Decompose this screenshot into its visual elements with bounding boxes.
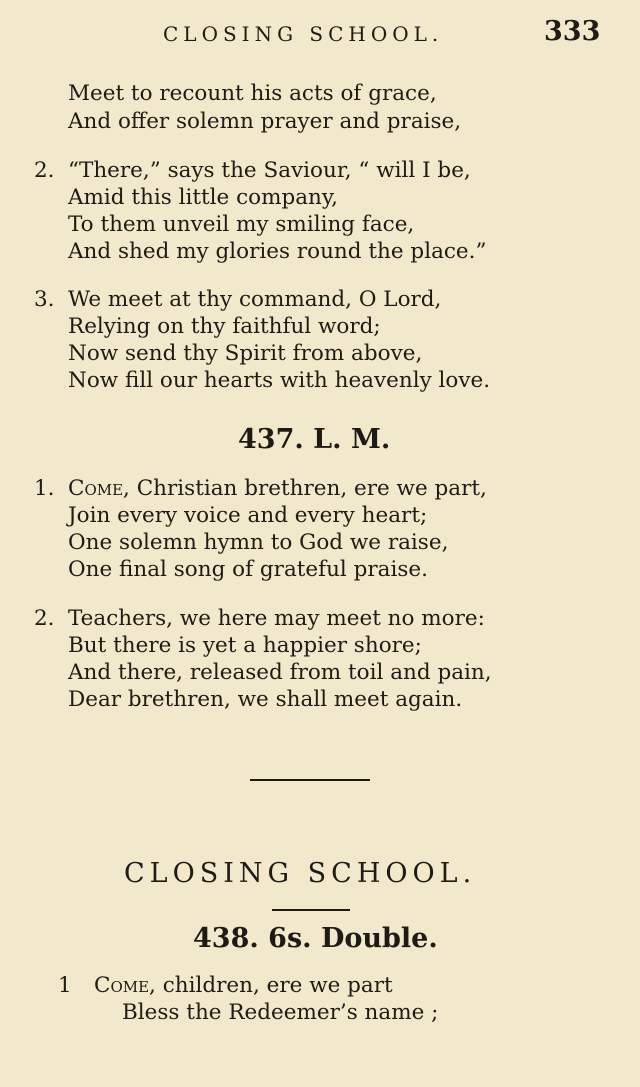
- verse-line: We meet at thy command, O Lord,: [68, 287, 442, 312]
- verse-line: Now send thy Spirit from above,: [68, 341, 423, 366]
- verse-line: Meet to recount his acts of grace,: [68, 81, 437, 106]
- verse-line: Now fill our hearts with heavenly love.: [68, 368, 491, 393]
- running-header: CLOSING SCHOOL.: [163, 22, 444, 46]
- verse-line: Teachers, we here may meet no more:: [68, 606, 485, 631]
- verse-first-word: Come,: [94, 973, 156, 998]
- verse-number: 3.: [34, 287, 55, 312]
- verse-first-word: Come,: [68, 476, 130, 501]
- title-underline: [272, 909, 350, 911]
- verse-line: And offer solemn prayer and praise,: [68, 109, 462, 134]
- section-title: CLOSING SCHOOL.: [124, 858, 477, 889]
- page-number: 333: [544, 16, 601, 47]
- verse-line-rest: children, ere we part: [155, 973, 393, 998]
- verse-line: And there, released from toil and pain,: [68, 660, 492, 685]
- verse-line: One final song of grateful praise.: [68, 557, 428, 582]
- verse-line: To them unveil my smiling face,: [68, 212, 415, 237]
- verse-line: Bless the Redeemer’s name ;: [122, 1000, 439, 1025]
- verse-line: Relying on thy faithful word;: [68, 314, 381, 339]
- verse-number: 2.: [34, 606, 55, 631]
- verse-number: 1.: [34, 476, 55, 501]
- verse-line: But there is yet a happier shore;: [68, 633, 422, 658]
- verse-number: 1: [58, 973, 72, 998]
- verse-line: [68, 475, 487, 503]
- hymn-heading: 438. 6s. Double.: [193, 923, 438, 954]
- section-divider: [250, 779, 370, 781]
- verse-number: 2.: [34, 158, 55, 183]
- verse-line: Join every voice and every heart;: [68, 503, 428, 528]
- verse-line: One solemn hymn to God we raise,: [68, 530, 449, 555]
- verse-line: [94, 972, 393, 1000]
- verse-line: And shed my glories round the place.”: [68, 239, 487, 264]
- verse-line-rest: Christian brethren, ere we part,: [129, 476, 487, 501]
- verse-line: “There,” says the Saviour, “ will I be,: [68, 158, 471, 183]
- verse-line: Amid this little company,: [68, 185, 339, 210]
- verse-line: Dear brethren, we shall meet again.: [68, 687, 463, 712]
- hymn-heading: 437. L. M.: [238, 424, 391, 455]
